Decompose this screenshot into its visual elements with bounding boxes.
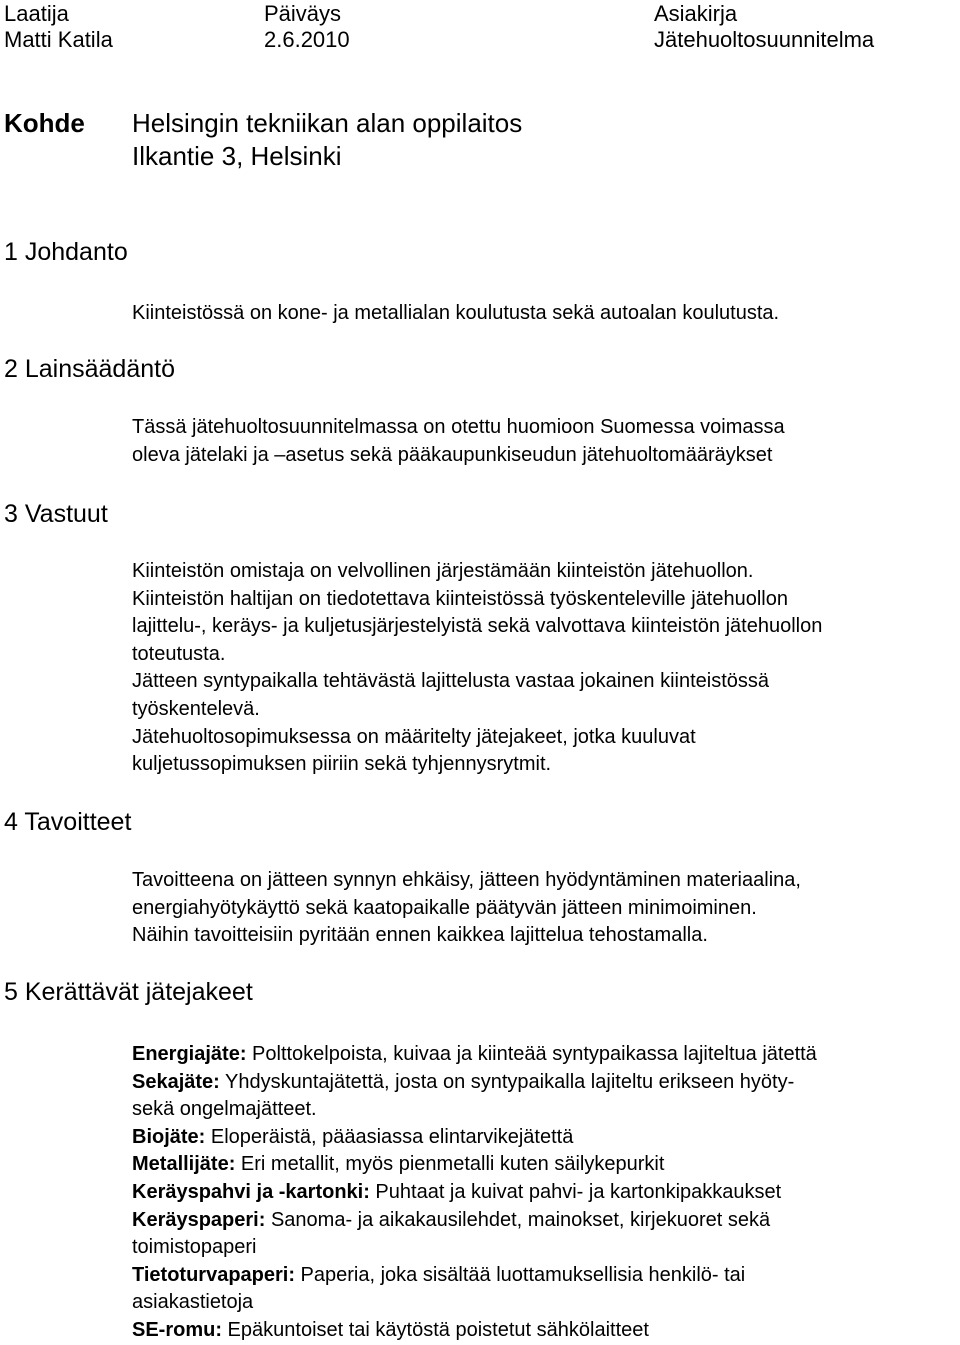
item-description: Paperia, joka sisältää luottamuksellisia henkilö- tai <box>295 1263 746 1286</box>
item-term: Tietoturvapaperi: <box>132 1263 295 1286</box>
list-item-continuation: sekä ongelmajätteet. <box>132 1098 317 1121</box>
paragraph-line: toteutusta. <box>132 642 226 665</box>
item-description: Sanoma- ja aikakausilehdet, mainokset, kirjekuoret sekä <box>265 1208 771 1231</box>
section-heading-vastuut: 3 Vastuut <box>4 500 108 528</box>
date-value: 2.6.2010 <box>264 27 350 52</box>
item-description: Epäkuntoiset tai käytöstä poistetut sähkölaitteet <box>222 1318 649 1341</box>
paragraph-line: Tavoitteena on jätteen synnyn ehkäisy, jätteen hyödyntäminen materiaalina, <box>132 869 801 891</box>
item-description: Puhtaat ja kuivat pahvi- ja kartonkipakkaukset <box>369 1180 782 1203</box>
list-item-continuation: asiakastietoja <box>132 1291 254 1314</box>
tavoitteet-paragraph <box>132 867 801 950</box>
jatejakeet-list <box>132 1041 817 1345</box>
paragraph-line: Kiinteistön omistaja on velvollinen järjestämään kiinteistön jätehuollon. <box>132 560 754 582</box>
date-label: Päiväys <box>264 1 342 26</box>
list-item <box>132 1179 817 1207</box>
paragraph-line: Jätteen syntypaikalla tehtävästä lajittelusta vastaa jokainen kiinteistössä <box>132 670 770 693</box>
target-address: Ilkantie 3, Helsinki <box>132 141 342 171</box>
list-item <box>132 1262 817 1290</box>
item-term: Keräyspaperi: <box>132 1208 266 1231</box>
section-heading-tavoitteet: 4 Tavoitteet <box>4 808 132 836</box>
target-label: Kohde <box>4 108 85 138</box>
item-description: Yhdyskuntajätettä, josta on syntypaikalla lajiteltu erikseen hyöty- <box>219 1070 795 1093</box>
section-heading-lainsaadanto: 2 Lainsäädäntö <box>4 355 175 383</box>
item-term: Sekajäte: <box>132 1070 220 1093</box>
paragraph-line: kuljetussopimuksen piiriin sekä tyhjennysrytmit. <box>132 753 552 776</box>
item-description: Eloperäistä, pääasiassa elintarvikejätettä <box>205 1125 574 1148</box>
paragraph-line: oleva jätelaki ja –asetus sekä pääkaupunkiseudun jätehuoltomääräykset <box>132 443 773 466</box>
item-term: Keräyspahvi ja -kartonki: <box>132 1180 370 1203</box>
document-label: Asiakirja <box>654 1 738 26</box>
johdanto-text: Kiinteistössä on kone- ja metallialan koulutusta sekä autoalan koulutusta. <box>132 302 780 324</box>
item-term: SE-romu: <box>132 1318 222 1341</box>
paragraph-line: Tässä jätehuoltosuunnitelmassa on otettu huomioon Suomessa voimassa <box>132 416 785 438</box>
list-item <box>132 1151 817 1179</box>
item-term: Biojäte: <box>132 1125 206 1148</box>
list-item <box>132 1207 817 1235</box>
list-item-continuation: toimistopaperi <box>132 1236 257 1259</box>
item-description: Eri metallit, myös pienmetalli kuten säilykepurkit <box>235 1153 665 1176</box>
item-term: Energiajäte: <box>132 1043 247 1065</box>
list-item <box>132 1317 817 1345</box>
section-heading-johdanto: 1 Johdanto <box>4 238 128 266</box>
paragraph-line: Kiinteistön haltijan on tiedotettava kiinteistössä työskenteleville jätehuollon <box>132 587 788 610</box>
vastuut-paragraph <box>132 558 822 779</box>
paragraph-line: Näihin tavoitteisiin pyritään ennen kaikkea lajittelua tehostamalla. <box>132 924 708 947</box>
item-description: Polttokelpoista, kuivaa ja kiinteää syntypaikassa lajiteltua jätettä <box>246 1043 817 1065</box>
paragraph-line: lajittelu-, keräys- ja kuljetusjärjestelyistä sekä valvottava kiinteistön jätehuollon <box>132 615 823 638</box>
list-item <box>132 1041 817 1069</box>
item-term: Metallijäte: <box>132 1153 236 1176</box>
paragraph-line: työskentelevä. <box>132 697 260 720</box>
paragraph-line: energiahyötykäyttö sekä kaatopaikalle päätyvän jätteen minimoiminen. <box>132 896 757 919</box>
document-value: Jätehuoltosuunnitelma <box>654 27 875 52</box>
author-value: Matti Katila <box>4 27 113 52</box>
target-name: Helsingin tekniikan alan oppilaitos <box>132 108 523 138</box>
section-heading-jatejakeet: 5 Kerättävät jätejakeet <box>4 978 253 1006</box>
author-label: Laatija <box>4 1 69 26</box>
paragraph-line: Jätehuoltosopimuksessa on määritelty jätejakeet, jotka kuuluvat <box>132 725 696 748</box>
lainsaadanto-paragraph <box>132 414 785 469</box>
list-item <box>132 1069 817 1097</box>
list-item <box>132 1124 817 1152</box>
